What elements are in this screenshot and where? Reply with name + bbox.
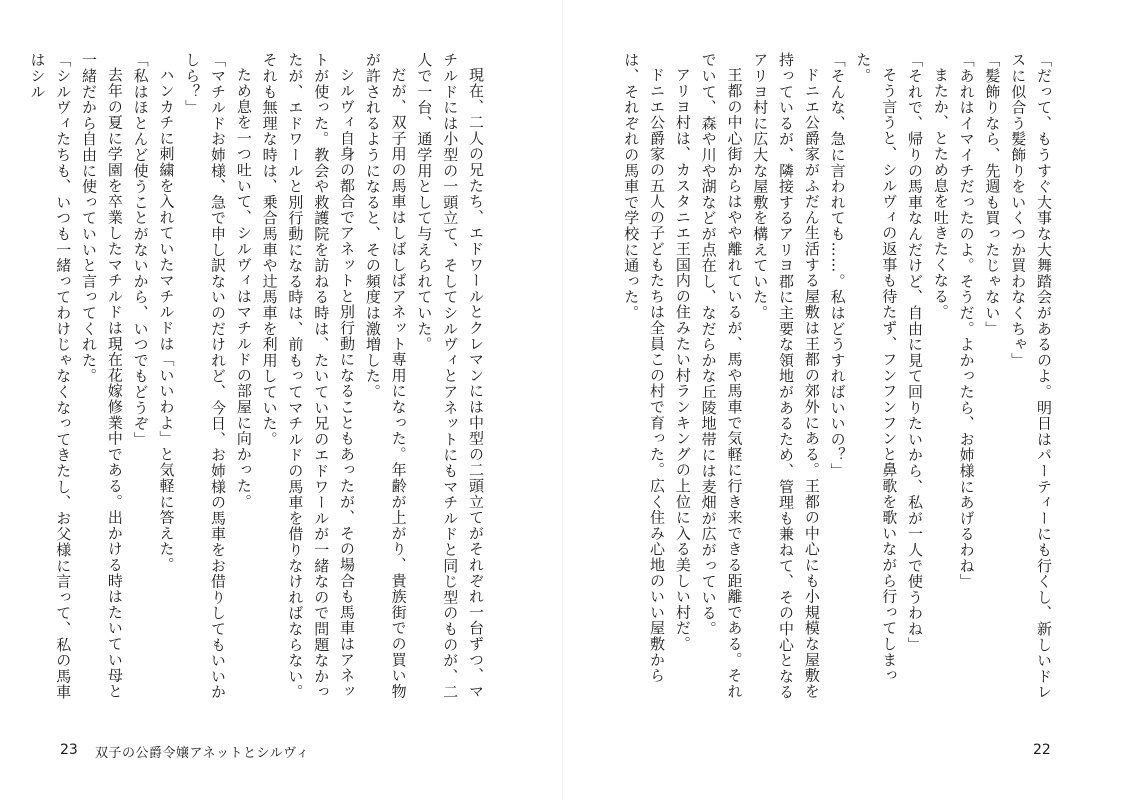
dialogue-line: 「だって、もうすぐ大事な大舞踏会があるのよ。明日はパーティーにも行くし、新しいドレスに似合う髪飾りをいくつか買わなくちゃ」 — [1009, 52, 1053, 700]
dialogue-line: 「髪飾りなら、先週も買ったじゃない」 — [983, 52, 1002, 337]
left-body-text — [28, 52, 488, 712]
paragraph: シルヴィ自身の都合でアネットと別行動になることもあったが、その場合も馬車はアネットが使った。教会や救護院を訪ねる時は、たいてい兄のエドワールが一緒なので問題なかったが、エドワールと別行動になる時は、前もってマチルドの馬車を借りなければならない。それも無理な時は、乗合馬車や辻馬車を利用していた。 — [260, 52, 357, 700]
paragraph: そう言うと、シルヴィの返事も待たず、フンフンフンと鼻歌を歌いながら行ってしまった。 — [854, 52, 899, 684]
right-body-text — [622, 52, 1056, 712]
paragraph: ドニエ公爵家がふだん生活する屋敷は王都の郊外にある。王都の中心にも小規模な屋敷を持っているが、隣接するアリヨ郡に主要な領地があるため、管理も兼ねて、その中心となるアリヨ村に広大な屋敷を構えていた。 — [751, 52, 821, 700]
dialogue-line: 「それで、帰りの馬車なんだけど、自由に見て回りたいから、私が一人で使うわね」 — [906, 52, 925, 653]
dialogue-line: 「マチルドお姉様、急で申し訳ないのだけれど、今日、お姉様の馬車をお借りしてもいいかしら？」 — [183, 52, 228, 700]
page-number: 23 — [60, 742, 78, 758]
dialogue-line: 「シルヴィたちも、いつも一緒ってわけじゃなくなってきたし、お父様に言って、私の馬車はシル — [28, 52, 73, 700]
paragraph: だが、双子用の馬車はしばしばアネット専用になった。年齢が上がり、貴族街での買い物が許されるようになると、その頻度は激増した。 — [363, 52, 408, 699]
left-page — [0, 0, 562, 800]
page-number: 22 — [1033, 742, 1051, 758]
paragraph: 現在、二人の兄たち、エドワールとクレマンには中型の二頭立てがそれぞれ一台ずつ、マチルドには小型の一頭立て、そしてシルヴィとアネットにもマチルドと同じ型のものが、二人で一台、通学用として与えられていた。 — [415, 52, 485, 700]
dialogue-line: 「そんな、急に言われても……。私はどうすればいいの？」 — [828, 52, 847, 479]
paragraph: アリヨ村は、カスタニエ王国内の住みたい村ランキングの上位に入る美しい村だ。 — [673, 67, 692, 652]
paragraph: 去年の夏に学園を卒業したマチルドは現在花嫁修業中である。出かける時はたいてい母と一緒だから自由に使っていいと言ってくれた。 — [80, 52, 124, 699]
paragraph: ドニエ公爵家の五人の子どもたちは全員この村で育った。広く住み心地のいい屋敷からは、それぞれの馬車で学校に通った。 — [622, 52, 667, 684]
dialogue-line: 「私はほとんど使うことがないから、いつでもどうぞ」 — [131, 52, 150, 447]
paragraph: ハンカチに刺繍を入れていたマチルドは「いいわよ」と気軽に答えた。 — [157, 67, 176, 573]
right-page — [563, 0, 1125, 800]
paragraph: またか、とため息を吐きたくなる。 — [931, 67, 950, 320]
paragraph: ため息を一つ吐いて、シルヴィはマチルドの部屋に向かった。 — [234, 67, 253, 510]
paragraph: 王都の中心街からはやや離れているが、馬や馬車で気軽に行き来できる距離である。それでいて、森や川や湖などが点在し、なだらかな丘陵地帯には麦畑が広がっている。 — [699, 52, 744, 699]
running-head: 双子の公爵令嬢アネットとシルヴィ — [95, 746, 310, 761]
dialogue-line: 「あれはイマイチだったのよ。そうだ。よかったら、お姉様にあげるわね」 — [957, 52, 976, 590]
